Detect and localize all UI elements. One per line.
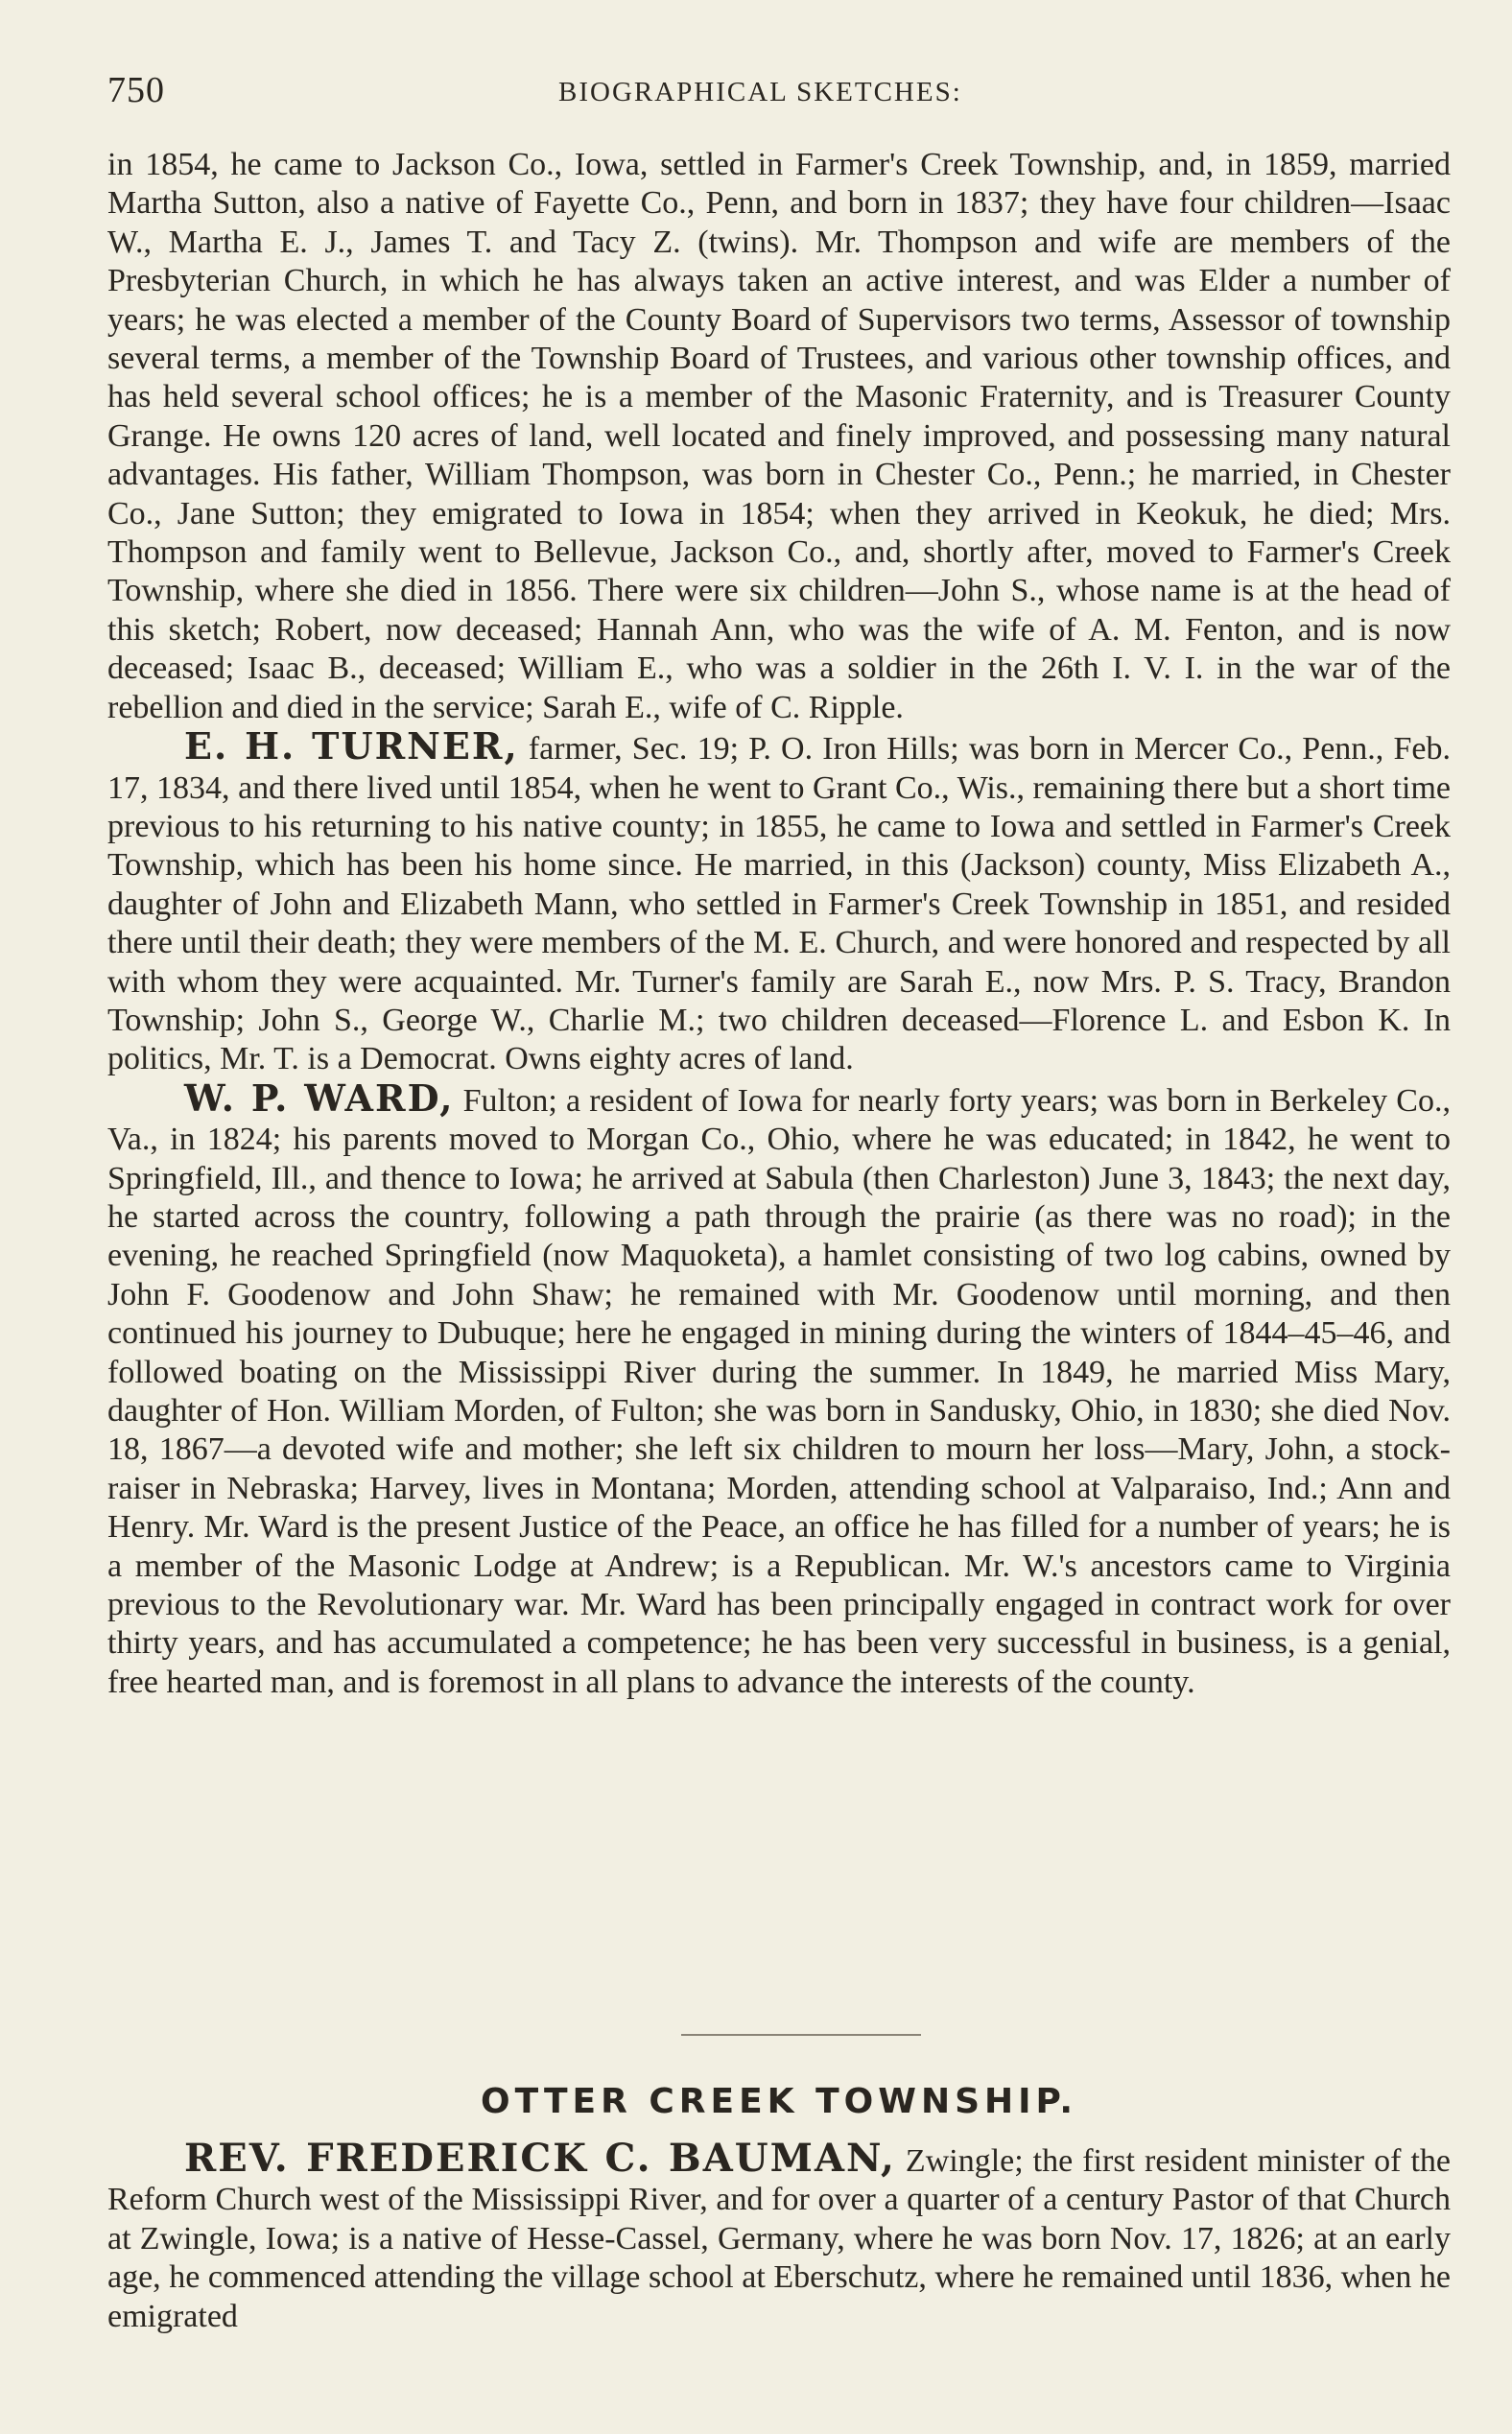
- ward-sketch: [107, 1075, 1451, 1703]
- section-body: [107, 2136, 1451, 2336]
- running-head: BIOGRAPHICAL SKETCHES:: [558, 77, 962, 107]
- thompson-sketch-continued: [107, 146, 1451, 727]
- paragraph-text: Fulton; a resident of Iowa for nearly forty years; was born in Berkeley Co., Va., in 1824; his parents moved to Morgan Co., Ohio, where he was educated; in 1842, he went to Springfield, Ill., and thence to Iowa; he arrived at Sabula (then Charleston) June 3, 1843; the next day, he started across the country, following a path through the prairie (as there was no road); in the evening, he reached Springfield (now Maquoketa), a hamlet consisting of two log cabins, owned by John F. Goodenow and John Shaw; he remained with Mr. Goodenow until morning, and then continued his journey to Dubuque; here he engaged in mining during the winters of 1844–45–46, and followed boating on the Mississippi River during the summer. In 1849, he married Miss Mary, daughter of Hon. William Morden, of Fulton; she was born in Sandusky, Ohio, in 1830; she died Nov. 18, 1867—a devoted wife and mother; she left six children to mourn her loss—Mary, John, a stock-raiser in Nebraska; Harvey, lives in Montana; Morden, attending school at Valparaiso, Ind.; Ann and Henry. Mr. Ward is the present Justice of the Peace, an office he has filled for a number of years; he is a member of the Masonic Lodge at Andrew; is a Republican. Mr. W.'s ancestors came to Virginia previous to the Revolutionary war. Mr. Ward has been principally engaged in contract work for over thirty years, and has accumulated a competence; he has been very successful in business, is a genial, free hearted man, and is foremost in all plans to advance the interests of the county.: [107, 1082, 1451, 1700]
- turner-sketch: [107, 724, 1451, 1079]
- biography-text: [107, 146, 1451, 1702]
- paragraph-text: farmer, Sec. 19; P. O. Iron Hills; was born in Mercer Co., Penn., Feb. 17, 1834, and there lived until 1854, when he went to Grant Co., Wis., remaining there but a short time previous to his returning to his native county; in 1855, he came to Iowa and settled in Farmer's Creek Township, which has been his home since. He married, in this (Jackson) county, Miss Elizabeth A., daughter of John and Elizabeth Mann, who settled in Farmer's Creek Township in 1851, and resided there until their death; they were members of the M. E. Church, and were honored and respected by all with whom they were acquainted. Mr. Turner's family are Sarah E., now Mrs. P. S. Tracy, Brandon Township; John S., George W., Charlie M.; two children deceased—Florence L. and Esbon K. In politics, Mr. T. is a Democrat. Owns eighty acres of land.: [107, 731, 1451, 1077]
- page-number: 750: [107, 70, 165, 110]
- page-header: [107, 69, 1451, 117]
- entry-name: W. P. WARD,: [184, 1075, 455, 1120]
- bauman-sketch: [107, 2136, 1451, 2336]
- entry-name: E. H. TURNER,: [184, 724, 519, 768]
- paragraph-text: in 1854, he came to Jackson Co., Iowa, settled in Farmer's Creek Township, and, in 1859, married Martha Sutton, also a native of Fayette Co., Penn, and born in 1837; they have four children—Isaac W., Martha E. J., James T. and Tacy Z. (twins). Mr. Thompson and wife are members of the Presbyterian Church, in which he has always taken an active interest, and was Elder a number of years; he was elected a member of the County Board of Supervisors two terms, Assessor of township several terms, a member of the Township Board of Trustees, and various other township offices, and has held several school offices; he is a member of the Masonic Fraternity, and is Treasurer County Grange. He owns 120 acres of land, well located and finely improved, and possessing many natural advantages. His father, William Thompson, was born in Chester Co., Penn.; he married, in Chester Co., Jane Sutton; they emigrated to Iowa in 1854; when they arrived in Keokuk, he died; Mrs. Thompson and family went to Bellevue, Jackson Co., and, shortly after, moved to Farmer's Creek Township, where she died in 1856. There were six children—John S., whose name is at the head of this sketch; Robert, now deceased; Hannah Ann, who was the wife of A. M. Fenton, and is now deceased; Isaac B., deceased; William E., who was a soldier in the 26th I. V. I. in the war of the rebellion and died in the service; Sarah E., wife of C. Ripple.: [107, 147, 1451, 725]
- section-heading: OTTER CREEK TOWNSHIP.: [480, 2082, 1078, 2121]
- entry-name: REV. FREDERICK C. BAUMAN,: [184, 2136, 896, 2181]
- section-divider: [681, 2034, 921, 2036]
- paragraph-text: Zwingle; the first resident minister of the Reform Church west of the Mississippi River, and for over a quarter of a century Pastor of that Church at Zwingle, Iowa; is a native of Hesse-Cassel, Germany, where he was born Nov. 17, 1826; at an early age, he commenced attending the village school at Eberschutz, where he remained until 1836, when he emigrated: [107, 2143, 1451, 2334]
